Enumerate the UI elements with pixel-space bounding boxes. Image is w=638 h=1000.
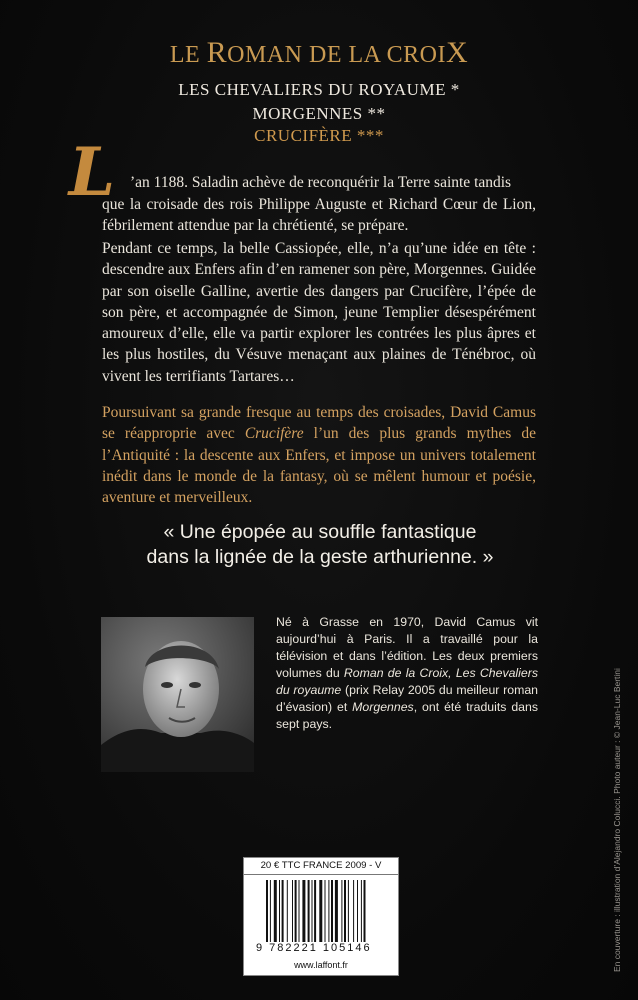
drop-cap: L bbox=[68, 133, 116, 211]
summary-p3-text: l’un des plus grands mythes de l’Antiquité : la descente aux Enfers, et impose un univers totalement inédit dans le monde de la fantasy, où se mêlent humour et poésie, aventure et merveilleux. bbox=[102, 425, 536, 507]
bio-text: , ont été traduits dans sept pays. bbox=[276, 700, 539, 731]
quote-line-1: « Une épopée au souffle fantastique bbox=[163, 521, 477, 543]
bio-book-title: Morgennes bbox=[352, 700, 414, 714]
publisher-website: www.laffont.fr bbox=[294, 960, 348, 970]
series-title-part: R bbox=[206, 36, 228, 69]
barcode-icon bbox=[266, 880, 384, 942]
bio-text: Né à Grasse en 1970, David Camus vit aujourd’hui à Paris. Il a travaillé pour la télévision et dans l’édition. Les deux premiers volumes du bbox=[276, 615, 538, 680]
book-title-em: Crucifère bbox=[244, 425, 304, 443]
summary-paragraph-3 bbox=[102, 402, 536, 508]
series-title-part: X bbox=[446, 36, 469, 69]
volume-1-title: LES CHEVALIERS DU ROYAUME * bbox=[178, 80, 460, 99]
series-title-part: LE bbox=[169, 42, 207, 68]
volume-3-title: CRUCIFÈRE *** bbox=[254, 126, 384, 145]
isbn-number: 9 782221 105146 bbox=[256, 942, 372, 954]
author-portrait-icon bbox=[101, 617, 254, 772]
summary-paragraph-2: Pendant ce temps, la belle Cassiopée, elle, n’a qu’une idée en tête : descendre aux Enfers afin d’en ramener son père, Morgennes. Guidée par son oiselle Galline, avertie des dangers par Crucifère, l’épée de son père, et accompagnée de Simon, jeune Templier désespérément amoureux d’elle, elle va partir explorer les contrées les plus âpres et les plus hostiles, du Vésuve menaçant aux plaines de Ténébroc, où vivent les terrifiants Tartares… bbox=[102, 240, 536, 385]
volume-2-title: MORGENNES ** bbox=[252, 104, 386, 123]
series-title-part: OMAN DE LA CROI bbox=[227, 42, 446, 68]
bio-book-title: Roman de la Croix, Les Chevaliers du royaume bbox=[276, 666, 538, 697]
barcode-panel bbox=[243, 857, 399, 976]
author-bio bbox=[276, 614, 538, 733]
pull-quote bbox=[90, 520, 550, 570]
summary-paragraph-1-rest: que la croisade des rois Philippe Auguste et Richard Cœur de Lion, fébrilement attendue par la chrétienté, se prépare. bbox=[102, 196, 536, 235]
author-photo bbox=[101, 617, 254, 772]
cover-credit: En couverture : illustration d’Alejandro Colucci. Photo auteur : © Jean-Luc Bertini bbox=[612, 668, 622, 972]
bio-text: (prix Relay 2005 du meilleur roman d’évasion) et bbox=[276, 683, 538, 714]
quote-line-2: dans la lignée de la geste arthurienne. » bbox=[146, 546, 494, 568]
series-title bbox=[0, 36, 638, 70]
summary-paragraph-1-first-line: ’an 1188. Saladin achève de reconquérir la Terre sainte tandis bbox=[130, 174, 512, 191]
price-label: 20 € TTC FRANCE 2009 - V bbox=[244, 860, 398, 875]
summary-p3-text: Poursuivant sa grande fresque au temps des croisades, David Camus se réapproprie avec bbox=[102, 404, 536, 443]
